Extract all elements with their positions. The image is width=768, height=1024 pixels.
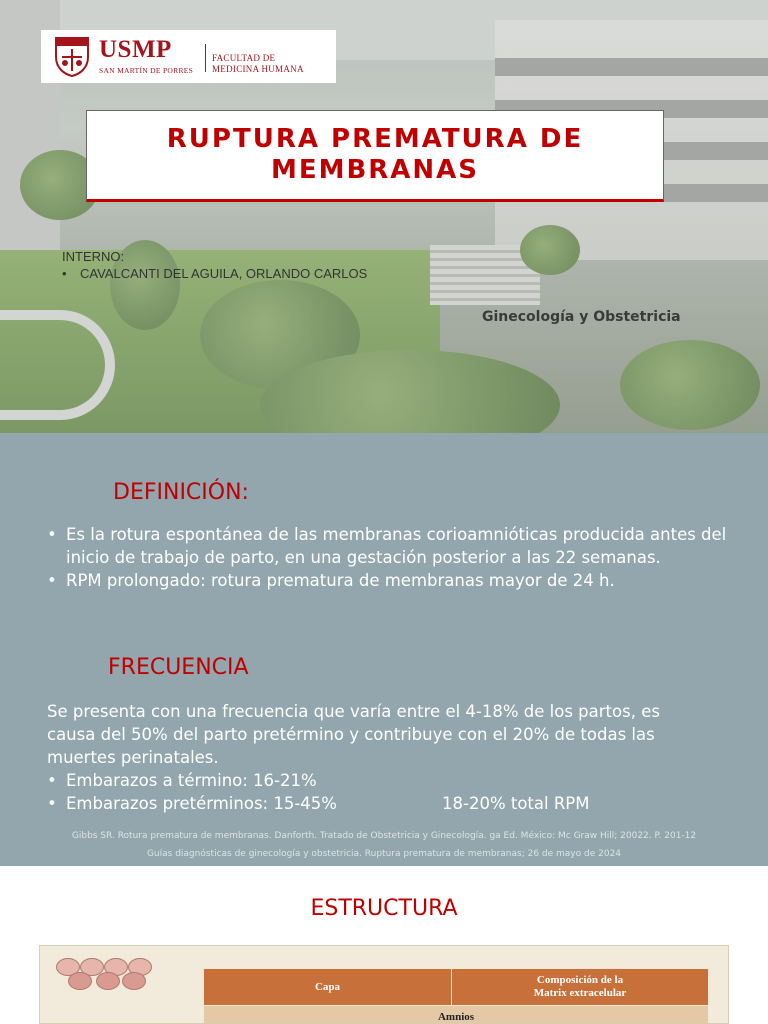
definition-slide [0,433,768,866]
logo-name: USMP [99,36,172,63]
slide-title: RUPTURA PREMATURA DE MEMBRANAS [166,124,584,185]
bullet-icon: • [62,266,67,281]
logo-subtitle: SAN MARTÍN DE PORRES [99,66,194,75]
reference: Gibbs SR. Rotura prematura de membranas. Danforth. Tratado de Obstetricia y Ginecología. ga Ed. México: Mc Graw Hill; 20022. P. 201-12 [71,831,697,841]
subject-label: Ginecología y Obstetricia [482,309,681,325]
usmp-logo [41,30,336,83]
structure-slide [0,866,768,1024]
table-header-composicion: Composición de la Matrix extracelular [452,969,709,1006]
total-rpm: 18-20% total RPM [442,794,590,813]
structure-figure [39,945,729,1024]
interno-name-item [62,266,367,281]
table-header-capa: Capa [204,969,452,1006]
frecuencia-bullet: • Embarazos a término: 16-21% [47,769,427,792]
cell-layer-illustration [56,958,176,1024]
frecuencia-list [47,769,427,815]
logo-faculty-line1: FACULTAD DE [212,53,276,63]
frecuencia-heading: FRECUENCIA [108,655,249,680]
shield-icon [53,35,91,77]
interno-label: INTERNO: [62,249,125,264]
title-box [86,110,664,202]
interno-name: CAVALCANTI DEL AGUILA, ORLANDO CARLOS [80,266,368,281]
logo-faculty [212,53,304,75]
definicion-heading: DEFINICIÓN: [113,480,249,505]
logo-faculty-line2: MEDICINA HUMANA [212,64,304,74]
logo-divider [205,44,206,72]
definicion-bullet: • RPM prolongado: rotura prematura de membranas mayor de 24 h. [47,569,737,592]
estructura-heading: ESTRUCTURA [310,896,458,921]
definicion-list [47,523,737,592]
reference: Guías diagnósticas de ginecología y obstetricia. Ruptura prematura de membranas; 26 de mayo de 2024 [146,849,622,859]
frecuencia-bullet: • Embarazos pretérminos: 15-45% [47,792,427,815]
frecuencia-text: Se presenta con una frecuencia que varía entre el 4-18% de los partos, es causa del 50% del parto pretérmino y contribuye con el 20% de todas las muertes perinatales. [47,702,660,767]
title-slide [0,0,768,433]
definicion-bullet: • Es la rotura espontánea de las membranas corioamnióticas producida antes del inicio de trabajo de parto, en una gestación posterior a las 22 semanas. [47,523,737,569]
table-row-amnios: Amnios [204,1006,709,1024]
composition-table [203,968,709,1024]
